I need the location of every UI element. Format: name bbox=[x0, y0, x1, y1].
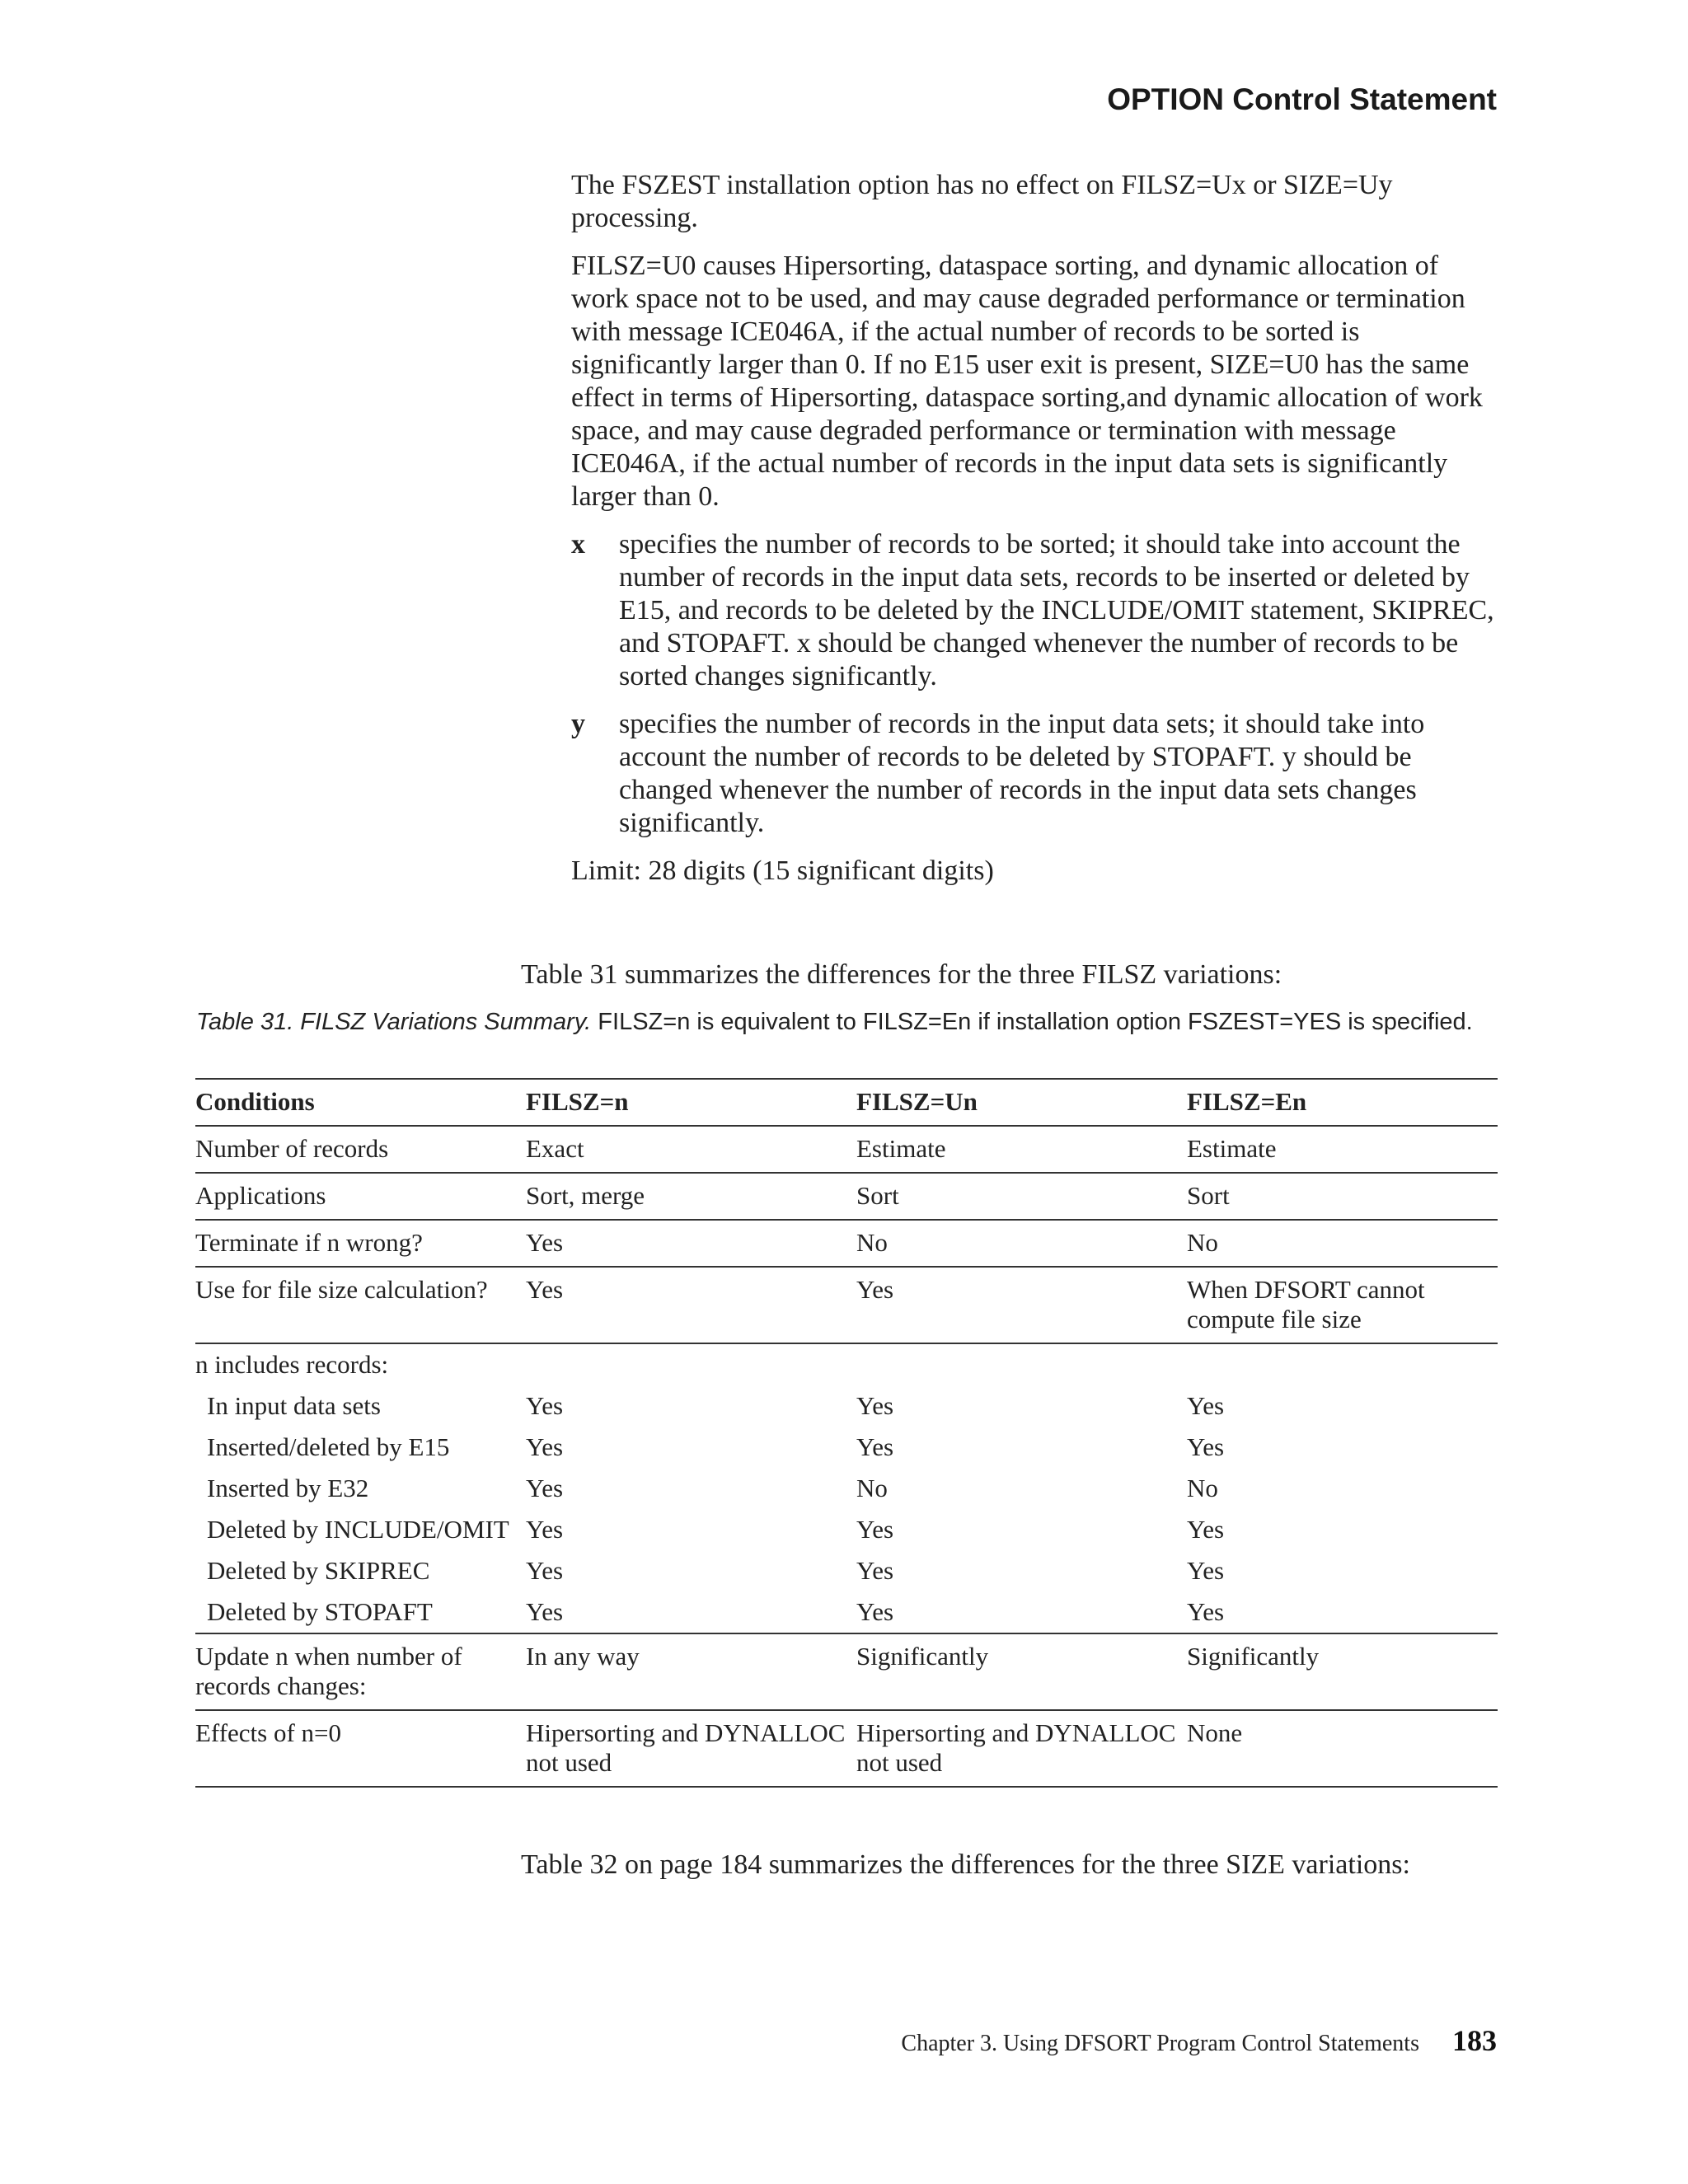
limit-note: Limit: 28 digits (15 significant digits) bbox=[571, 855, 994, 886]
table-row bbox=[195, 1173, 1498, 1220]
table-cell: Yes bbox=[1187, 1391, 1225, 1420]
table-cell: Applications bbox=[195, 1181, 326, 1210]
definition-term: x bbox=[571, 529, 585, 560]
table-cell: Estimate bbox=[856, 1134, 946, 1163]
table-cell: Sort bbox=[856, 1181, 899, 1210]
table-cell: Yes bbox=[526, 1228, 564, 1257]
footer-chapter: Chapter 3. Using DFSORT Program Control Statements bbox=[901, 2031, 1419, 2056]
table-caption-text: FILSZ=n is equivalent to FILSZ=En if installation option FSZEST=YES is specified. bbox=[591, 1009, 1473, 1035]
table-cell: Exact bbox=[526, 1134, 584, 1163]
table-cell: Yes bbox=[856, 1275, 894, 1304]
table-cell: In any way bbox=[526, 1642, 640, 1671]
definition-x bbox=[571, 528, 1503, 693]
table-cell: n includes records: bbox=[195, 1350, 389, 1379]
definition-text: specifies the number of records to be sorted; it should take into account the number of records in the input data sets, records to be inserted or deleted by E15, and records to be deleted by the INCLUDE/OMIT statement, SKIPREC, and STOPAFT. x should be changed whenever the number of records to be sorted changes significantly. bbox=[619, 529, 1494, 691]
table-cell: Yes bbox=[526, 1597, 564, 1626]
table-row bbox=[195, 1550, 1498, 1591]
definition-text: specifies the number of records in the input data sets; it should take into account the number of records to be deleted by STOPAFT. y should be changed whenever the number of records in the input data sets changes significantly. bbox=[619, 709, 1425, 838]
table-cell bbox=[856, 1343, 1187, 1385]
table31-lead: Table 31 summarizes the differences for the three FILSZ variations: bbox=[521, 959, 1282, 990]
table-row bbox=[195, 1385, 1498, 1427]
table-cell: Inserted by E32 bbox=[207, 1474, 369, 1502]
table-cell: Yes bbox=[856, 1391, 894, 1420]
definition-term: y bbox=[571, 709, 585, 739]
paragraph-filsz-u0: FILSZ=U0 causes Hipersorting, dataspace sorting, and dynamic allocation of work space not to be used, and may cause degraded performance or termination with message ICE046A, if the actual number of records to be sorted is significantly larger than 0. If no E15 user exit is present, SIZE=U0 has the same effect in terms of Hipersorting, dataspace sorting,and dynamic allocation of work space, and may cause degraded performance or termination with message ICE046A, if the actual number of records in the input data sets is significantly larger than 0. bbox=[571, 251, 1483, 512]
table-cell: Yes bbox=[526, 1556, 564, 1585]
table-cell: No bbox=[1187, 1228, 1218, 1257]
table-cell: Effects of n=0 bbox=[195, 1718, 342, 1747]
table-row bbox=[195, 1343, 1498, 1385]
table-header-row bbox=[195, 1079, 1498, 1126]
table-cell bbox=[1187, 1343, 1498, 1385]
table-cell: No bbox=[1187, 1474, 1218, 1502]
table-cell: Significantly bbox=[856, 1642, 989, 1671]
table-cell: Sort, merge bbox=[526, 1181, 645, 1210]
table-cell: No bbox=[856, 1474, 888, 1502]
header-filsz-en: FILSZ=En bbox=[1187, 1087, 1307, 1116]
table-cell: Terminate if n wrong? bbox=[195, 1228, 423, 1257]
table-cell: No bbox=[856, 1228, 888, 1257]
table-row bbox=[195, 1267, 1498, 1343]
table-row bbox=[195, 1427, 1498, 1468]
table-row bbox=[195, 1710, 1498, 1787]
table-cell: None bbox=[1187, 1718, 1243, 1747]
table-cell: Hipersorting and DYNALLOC not used bbox=[856, 1718, 1176, 1777]
table-row bbox=[195, 1591, 1498, 1633]
table-cell: Yes bbox=[856, 1515, 894, 1544]
table-cell: Yes bbox=[856, 1597, 894, 1626]
table-row bbox=[195, 1633, 1498, 1710]
page-number: 183 bbox=[1452, 2024, 1497, 2057]
table-cell: Yes bbox=[526, 1275, 564, 1304]
body-text bbox=[571, 169, 1503, 902]
table-cell: Deleted by SKIPREC bbox=[207, 1556, 430, 1585]
table-cell: Yes bbox=[526, 1432, 564, 1461]
table-cell: Update n when number of records changes: bbox=[195, 1642, 462, 1700]
table-row bbox=[195, 1220, 1498, 1267]
table-cell: When DFSORT cannot compute file size bbox=[1187, 1275, 1425, 1333]
table-row bbox=[195, 1468, 1498, 1509]
page-footer bbox=[901, 2023, 1497, 2058]
paragraph-fszest: The FSZEST installation option has no effect on FILSZ=Ux or SIZE=Uy processing. bbox=[571, 170, 1393, 233]
table-cell: Yes bbox=[526, 1515, 564, 1544]
table-cell: Yes bbox=[526, 1474, 564, 1502]
header-conditions: Conditions bbox=[195, 1087, 315, 1116]
table-cell: Hipersorting and DYNALLOC not used bbox=[526, 1718, 846, 1777]
definition-y bbox=[571, 708, 1503, 840]
running-title: OPTION Control Statement bbox=[1107, 82, 1497, 116]
table-cell: Yes bbox=[1187, 1597, 1225, 1626]
table-caption bbox=[196, 1005, 1498, 1038]
table-cell: Yes bbox=[1187, 1556, 1225, 1585]
table-cell: Yes bbox=[526, 1391, 564, 1420]
table-row bbox=[195, 1509, 1498, 1550]
filsz-variations-table bbox=[195, 1078, 1498, 1788]
header-filsz-n: FILSZ=n bbox=[526, 1087, 629, 1116]
table-cell: Significantly bbox=[1187, 1642, 1320, 1671]
table-row bbox=[195, 1126, 1498, 1173]
table-cell: Deleted by INCLUDE/OMIT bbox=[207, 1515, 509, 1544]
table-cell: Yes bbox=[1187, 1432, 1225, 1461]
table-cell: Number of records bbox=[195, 1134, 389, 1163]
table-cell: Yes bbox=[1187, 1515, 1225, 1544]
table32-lead: Table 32 on page 184 summarizes the differences for the three SIZE variations: bbox=[521, 1849, 1410, 1880]
table-cell bbox=[526, 1343, 856, 1385]
table-cell: Yes bbox=[856, 1432, 894, 1461]
table-cell: Use for file size calculation? bbox=[195, 1275, 488, 1304]
table-cell: In input data sets bbox=[207, 1391, 381, 1420]
table-caption-title: Table 31. FILSZ Variations Summary. bbox=[196, 1009, 592, 1035]
table-cell: Yes bbox=[856, 1556, 894, 1585]
table-cell: Deleted by STOPAFT bbox=[207, 1597, 433, 1626]
table-cell: Inserted/deleted by E15 bbox=[207, 1432, 450, 1461]
header-filsz-un: FILSZ=Un bbox=[856, 1087, 978, 1116]
table-cell: Estimate bbox=[1187, 1134, 1277, 1163]
table-cell: Sort bbox=[1187, 1181, 1230, 1210]
